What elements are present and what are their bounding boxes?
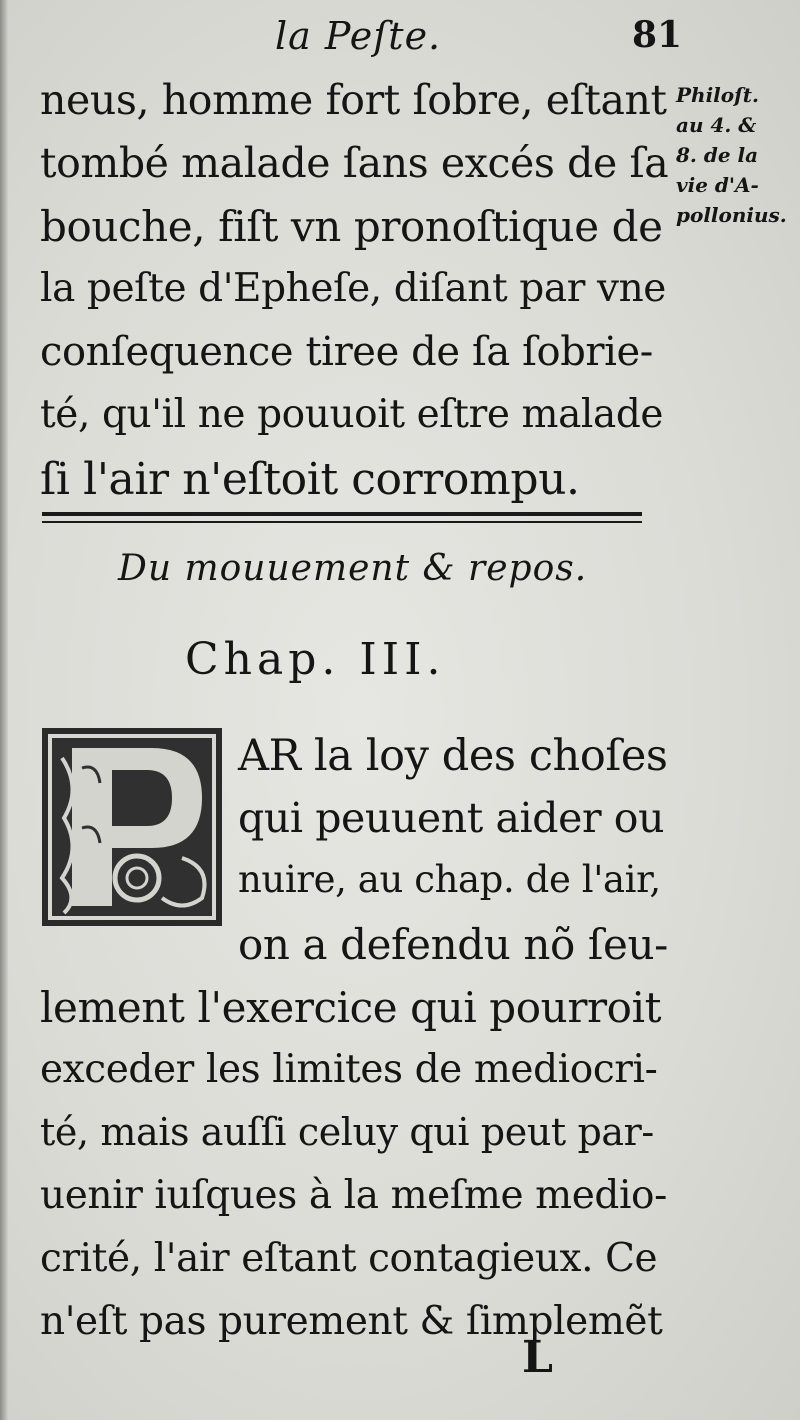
marginal-note-line: pollonius. [676, 203, 787, 227]
text-line: bouche, fiſt vn pronoſtique de [40, 202, 663, 251]
text-line: la peſte d'Epheſe, diſant par vne [40, 266, 666, 311]
text-line: conſequence tiree de ſa ſobrie- [40, 329, 653, 375]
ornamental-initial-image [42, 728, 222, 926]
text-line: té, mais auſſi celuy qui peut par- [40, 1110, 654, 1154]
chapter-heading: Chap. III. [185, 634, 446, 685]
catchword: L [522, 1332, 553, 1383]
running-head: la Peſte. [275, 14, 442, 58]
rule-thick [42, 512, 642, 516]
text-line: AR la loy des choſes [238, 731, 668, 781]
page-number: 81 [632, 14, 683, 56]
marginal-note-line: vie d'A- [676, 173, 759, 197]
text-line: uenir iuſques à la meſme medio- [40, 1173, 667, 1218]
text-line: nuire, au chap. de l'air, [238, 858, 661, 901]
text-line: n'eſt pas purement & ſimplemẽt [40, 1299, 663, 1344]
text-line: tombé malade ſans excés de ſa [40, 139, 669, 187]
text-line: neus, homme fort ſobre, eſtant [40, 76, 667, 124]
marginal-note-line: Philoſt. [676, 83, 759, 107]
text-line: on a defendu nõ ſeu- [238, 920, 668, 969]
marginal-note-line: au 4. & [676, 113, 757, 137]
section-rule [42, 512, 642, 524]
text-line: té, qu'il ne pouuoit eſtre malade [40, 392, 664, 437]
rule-thin [42, 521, 642, 523]
text-line: exceder les limites de mediocri- [40, 1047, 658, 1092]
marginal-note-line: 8. de la [676, 143, 759, 167]
section-title: Du mouuement & repos. [118, 548, 588, 589]
page-gutter-shadow [0, 0, 8, 1420]
ornamental-initial [42, 728, 222, 926]
text-line: ſi l'air n'eſtoit corrompu. [40, 454, 580, 505]
text-line: crité, l'air eſtant contagieux. Ce [40, 1236, 658, 1281]
text-line: lement l'exercice qui pourroit [40, 983, 662, 1032]
marginal-note [676, 80, 794, 230]
text-line: qui peuuent aider ou [238, 794, 665, 842]
